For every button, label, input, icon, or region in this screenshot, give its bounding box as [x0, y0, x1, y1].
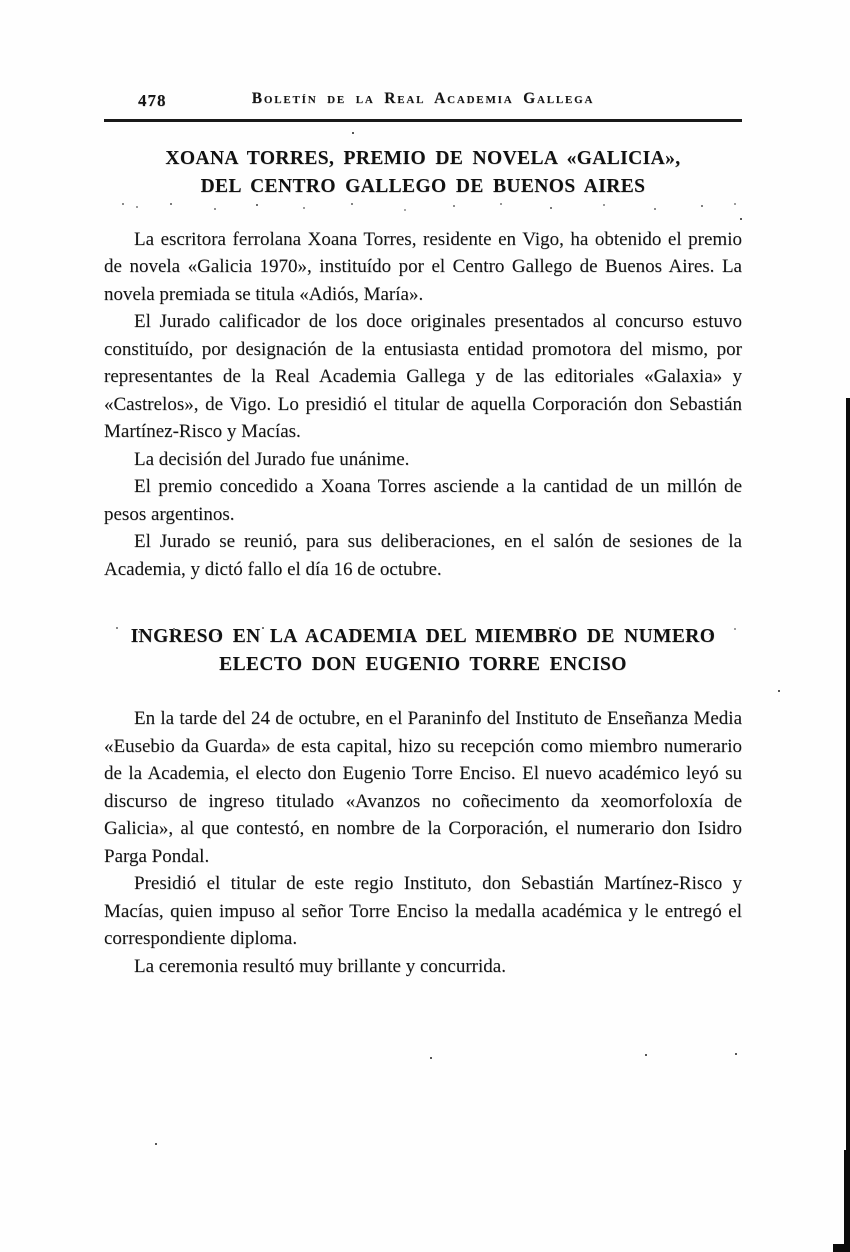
scan-speck — [352, 132, 354, 134]
scan-speck — [155, 1143, 157, 1145]
paragraph: El premio concedido a Xoana Torres asciende a la cantidad de un millón de pesos argentinos. — [104, 476, 742, 525]
scan-speck — [645, 1054, 647, 1056]
scan-speck-band — [116, 627, 118, 629]
article-xoana-torres — [104, 145, 742, 584]
paragraph: La escritora ferrolana Xoana Torres, residente en Vigo, ha obtenido el premio de novela «Galicia 1970», instituído por el Centro Gallego de Buenos Aires. La novela premiada se titula «Adiós, María». — [104, 228, 742, 305]
article-2-title-line-2: ELECTO DON EUGENIO TORRE ENCISO — [219, 654, 627, 675]
paragraph: La ceremonia resultó muy brillante y concurrida. — [134, 955, 506, 977]
article-2-title — [104, 623, 742, 679]
page-number: 478 — [138, 91, 167, 110]
scan-speck — [735, 1053, 737, 1055]
article-1-title-line-1: XOANA TORRES, PREMIO DE NOVELA «GALICIA», — [165, 147, 681, 169]
scan-speck — [740, 218, 742, 220]
scan-speck — [778, 690, 780, 692]
header-rule — [104, 119, 742, 122]
article-1-title-line-2: DEL CENTRO GALLEGO DE BUENOS AIRES — [200, 175, 646, 197]
paragraph: Presidió el titular de este regio Instituto, don Sebastián Martínez-Risco y Macías, quien impuso al señor Torre Enciso la medalla académica y le entregó el correspondiente diploma. — [104, 873, 742, 949]
scan-artifact-bar-foot — [833, 1244, 850, 1252]
text-column — [104, 90, 742, 980]
scan-speck — [430, 1057, 432, 1059]
scan-artifact-bar-lower — [844, 1150, 850, 1252]
paragraph: El Jurado calificador de los doce originales presentados al concurso estuvo constituído, por designación de la entusiasta entidad promotora del mismo, por representantes de la Real Academia Gallega y de las editoriales «Galaxia» y «Castrelos», de Vigo. Lo presidió el titular de aquella Corporación don Sebastián Martínez-Risco y Macías. — [104, 311, 742, 442]
paragraph: La decisión del Jurado fue unánime. — [134, 448, 410, 470]
running-header: Boletín de la Real Academia Gallega — [251, 90, 595, 107]
page-header — [104, 90, 742, 112]
paragraph: En la tarde del 24 de octubre, en el Paraninfo del Instituto de Enseñanza Media «Eusebio da Guarda» de esta capital, hizo su recepción como miembro numerario de la Academia, el electo don Eugenio Torre Enciso. El nuevo académico leyó su discurso de ingreso titulado «Avanzos no coñecimento da xeomorfoloxía de Galicia», al que contestó, en nombre de la Corporación, el numerario don Isidro Parga Pondal. — [104, 708, 742, 867]
paragraph: El Jurado se reunió, para sus deliberaciones, en el salón de sesiones de la Academia, y dictó fallo el día 16 de octubre. — [104, 531, 742, 580]
article-2-title-line-1: INGRESO EN LA ACADEMIA DEL MIEMBRO DE NUMERO — [130, 626, 716, 647]
scan-speck-band — [122, 203, 124, 205]
article-torre-enciso — [104, 623, 742, 980]
scan-artifact-bar — [846, 398, 850, 1252]
article-1-title — [104, 145, 742, 201]
